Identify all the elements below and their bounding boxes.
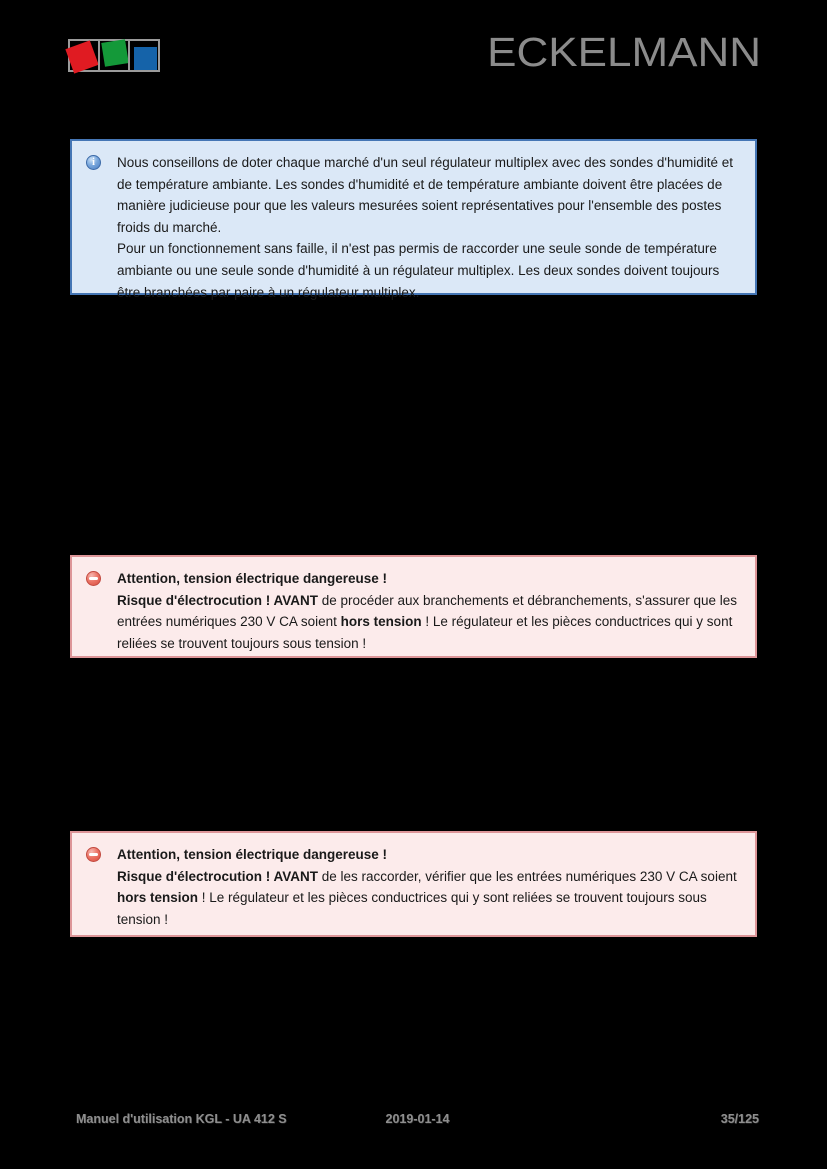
prohibition-icon: [86, 571, 101, 586]
red-square-icon: [65, 40, 98, 73]
warning-title: Attention, tension électrique dangereuse !: [117, 847, 388, 862]
info-notice-box: [70, 139, 757, 300]
info-paragraph-2: Pour un fonctionnement sans faille, il n'est pas permis de raccorder une seule sonde de température ambiante ou une seule sonde d'humidité à un régulateur multiplex. Les deux sondes doivent toujours être branchées par paire à un régulateur multiplex.: [117, 241, 720, 300]
warning-title: Attention, tension électrique dangereuse !: [117, 571, 388, 586]
logo-cell-red: [68, 39, 100, 72]
blue-square-icon: [134, 47, 157, 70]
warning-body: Risque d'électrocution ! AVANT de procéder aux branchements et débranchements, s'assurer que les entrées numériques 230 V CA soient hors tension ! Le régulateur et les pièces conductrices qui y sont reliées se trouvent toujours sous tension !: [117, 592, 738, 651]
warning-box-1: [70, 555, 757, 658]
prohibition-icon: [86, 847, 101, 862]
footer-document-title: Manuel d'utilisation KGL - UA 412 S: [76, 1112, 287, 1126]
prohibition-bar: [89, 577, 98, 581]
page-footer: [76, 1110, 759, 1128]
eckelmann-logo: [68, 39, 160, 72]
logo-cell-blue: [128, 39, 160, 72]
green-square-icon: [101, 39, 128, 66]
info-icon: i: [86, 155, 101, 170]
warning-body: Risque d'électrocution ! AVANT de les raccorder, vérifier que les entrées numériques 230 V CA soient hors tension ! Le régulateur et les pièces conductrices qui y sont reliées se trouvent toujours sous tension !: [117, 868, 737, 927]
logo-cell-green: [98, 39, 130, 72]
info-paragraph-1: Nous conseillons de doter chaque marché d'un seul régulateur multiplex avec des sondes d'humidité et de température ambiante. Les sondes d'humidité et de température ambiante doivent être placées de manière judicieuse pour que les valeurs mesurées soient représentatives pour l'ensemble des postes froids du marché.: [117, 155, 734, 235]
prohibition-bar: [89, 853, 98, 857]
brand-wordmark: ECKELMANN: [487, 30, 761, 76]
footer-page-number: 35/125: [720, 1112, 759, 1126]
footer-date: 2019-01-14: [385, 1112, 450, 1126]
warning-box-2: [70, 831, 757, 937]
